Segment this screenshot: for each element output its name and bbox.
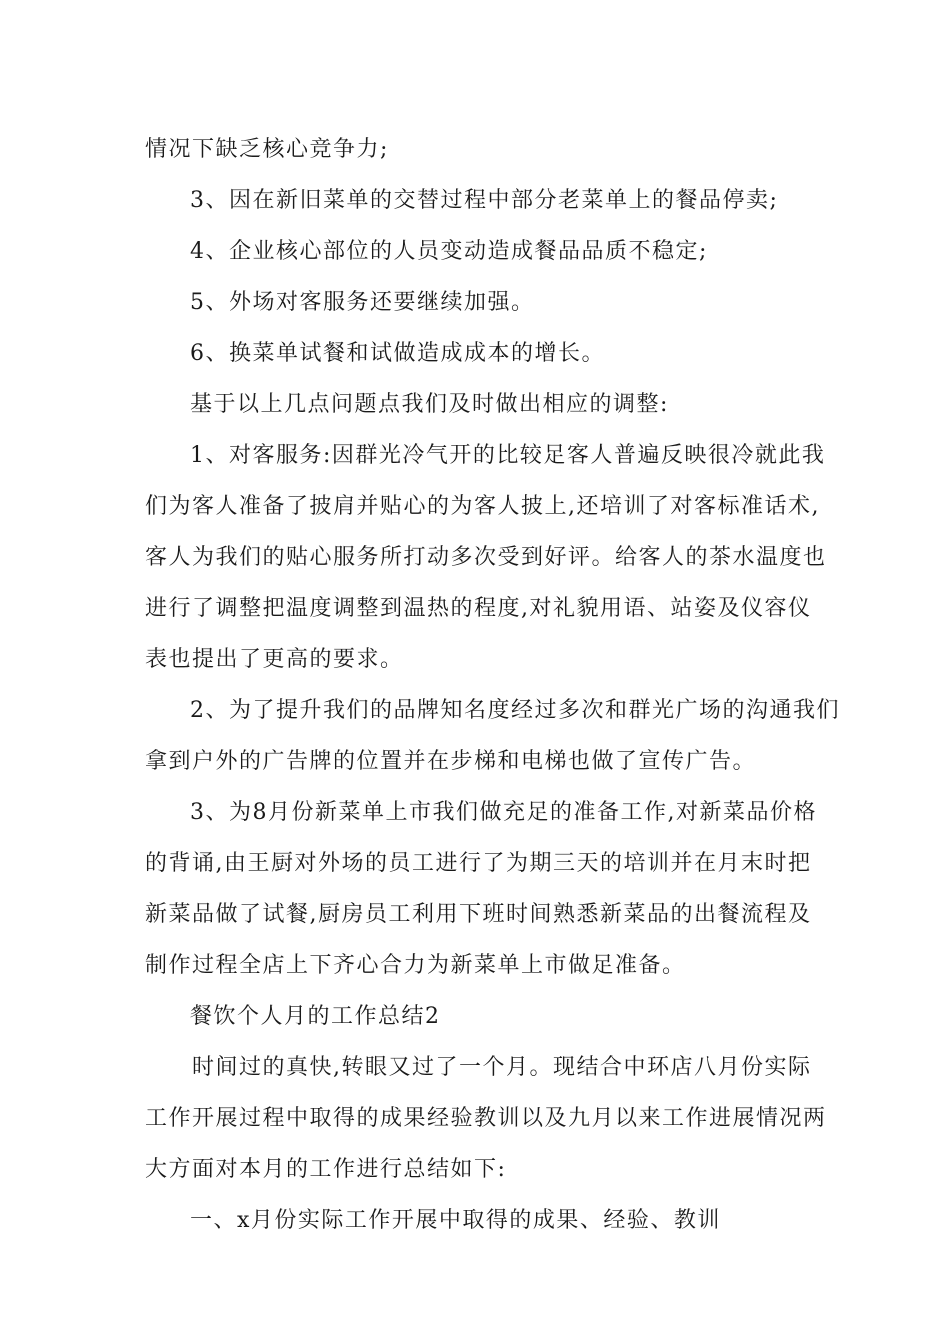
text-line: 工作开展过程中取得的成果经验教训以及九月以来工作进展情况两 bbox=[145, 1106, 827, 1131]
text-line: 3、因在新旧菜单的交替过程中部分老菜单上的餐品停卖; bbox=[190, 188, 779, 213]
text-line: 们为客人准备了披肩并贴心的为客人披上,还培训了对客标准话术, bbox=[145, 494, 820, 519]
text-line: 的背诵,由王厨对外场的员工进行了为期三天的培训并在月末时把 bbox=[145, 851, 812, 876]
text-line: 基于以上几点问题点我们及时做出相应的调整: bbox=[190, 392, 669, 417]
text-line: 6、换菜单试餐和试做造成成本的增长。 bbox=[190, 341, 605, 366]
text-line: 情况下缺乏核心竞争力; bbox=[145, 137, 389, 162]
text-line: 拿到户外的广告牌的位置并在步梯和电梯也做了宣传广告。 bbox=[145, 749, 757, 774]
text-line: 表也提出了更高的要求。 bbox=[145, 647, 404, 672]
text-line: 5、外场对客服务还要继续加强。 bbox=[190, 290, 535, 315]
text-line: 大方面对本月的工作进行总结如下: bbox=[145, 1157, 507, 1182]
text-line: 3、为8月份新菜单上市我们做充足的准备工作,对新菜品价格 bbox=[190, 800, 817, 825]
section-title: 餐饮个人月的工作总结2 bbox=[190, 1004, 441, 1029]
text-line: 时间过的真快,转眼又过了一个月。现结合中环店八月份实际 bbox=[192, 1055, 812, 1080]
text-line: 2、为了提升我们的品牌知名度经过多次和群光广场的沟通我们 bbox=[190, 698, 840, 723]
text-line: 1、对客服务:因群光冷气开的比较足客人普遍反映很冷就此我 bbox=[190, 443, 826, 468]
text-line: 客人为我们的贴心服务所打动多次受到好评。给客人的茶水温度也 bbox=[145, 545, 827, 570]
text-line: 进行了调整把温度调整到温热的程度,对礼貌用语、站姿及仪容仪 bbox=[145, 596, 812, 621]
text-line: 新菜品做了试餐,厨房员工利用下班时间熟悉新菜品的出餐流程及 bbox=[145, 902, 812, 927]
text-line: 制作过程全店上下齐心合力为新菜单上市做足准备。 bbox=[145, 953, 686, 978]
section-heading: 一、x月份实际工作开展中取得的成果、经验、教训 bbox=[190, 1208, 721, 1233]
text-line: 4、企业核心部位的人员变动造成餐品品质不稳定; bbox=[190, 239, 708, 264]
